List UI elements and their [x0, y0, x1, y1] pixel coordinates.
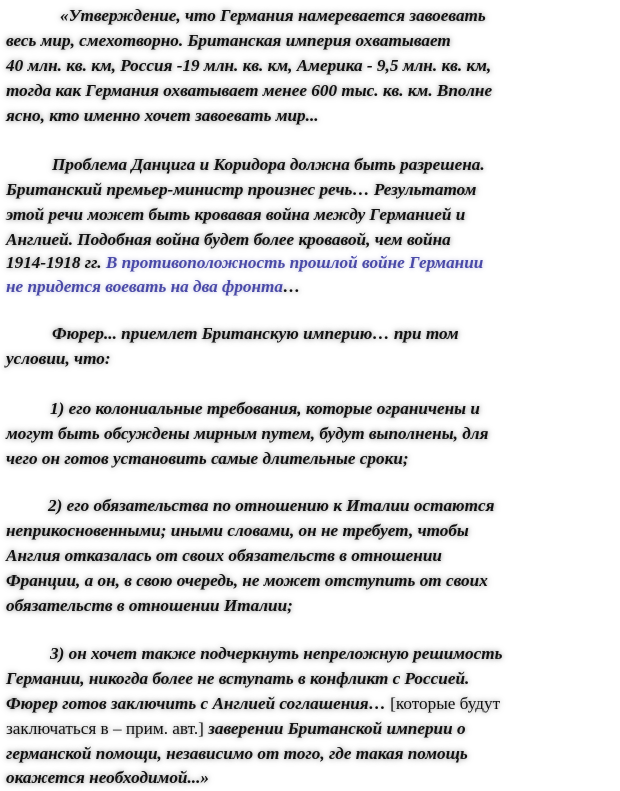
author-note: [которые будут — [390, 694, 501, 713]
text-line: 40 млн. кв. км, Россия -19 млн. кв. км, Америка - 9,5 млн. кв. км, — [6, 56, 492, 75]
highlighted-text: В противоположность прошлой войне Германии — [105, 253, 484, 272]
author-note: заключаться в – прим. авт.] — [6, 719, 209, 738]
text-line: 1) его колониальные требования, которые ограничены и — [50, 399, 480, 418]
text-line: весь мир, смехотворно. Британская империя охватывает — [6, 31, 451, 50]
text-line: условии, что: — [6, 349, 111, 368]
text-segment: заверении Британской империи о — [208, 719, 466, 738]
highlighted-text: не придется воевать на два фронта — [6, 277, 284, 296]
text-line: чего он готов установить самые длительные сроки; — [6, 449, 409, 468]
text-line: Проблема Данцига и Коридора должна быть разрешена. — [52, 155, 485, 174]
text-line-mixed — [6, 717, 466, 742]
text-line: «Утверждение, что Германия намеревается завоевать — [60, 6, 486, 25]
text-line: 2) его обязательства по отношению к Италии остаются — [48, 496, 495, 515]
text-line: окажется необходимой...» — [6, 768, 209, 787]
text-line: Англия отказалась от своих обязательств в отношении — [6, 546, 442, 565]
text-line: неприкосновенными; иными словами, он не требует, чтобы — [6, 521, 469, 540]
text-line: тогда как Германия охватывает менее 600 тыс. кв. км. Вполне — [6, 81, 493, 100]
text-segment: … — [283, 277, 301, 296]
text-line: Англией. Подобная война будет более кровавой, чем война — [6, 230, 451, 249]
text-line: Британский премьер-министр произнес речь… Результатом — [6, 180, 477, 199]
text-line: Фюрер... приемлет Британскую империю… при том — [52, 324, 459, 343]
text-line-mixed — [6, 251, 483, 276]
text-line: германской помощи, независимо от того, где такая помощь — [6, 744, 468, 763]
text-line: обязательств в отношении Италии; — [6, 596, 293, 615]
text-line: ясно, кто именно хочет завоевать мир... — [6, 106, 319, 125]
text-segment: Фюрер готов заключить с Англией соглашения… — [6, 694, 391, 713]
text-line-mixed — [6, 692, 500, 717]
text-line: этой речи может быть кровавая война между Германией и — [6, 205, 466, 224]
text-line: Франции, а он, в свою очередь, не может отступить от своих — [6, 571, 488, 590]
text-segment: 1914-1918 гг. — [6, 253, 106, 272]
text-line: Германии, никогда более не вступать в конфликт с Россией. — [6, 669, 470, 688]
text-line: могут быть обсуждены мирным путем, будут выполнены, для — [6, 424, 489, 443]
text-line: 3) он хочет также подчеркнуть непреложную решимость — [50, 644, 503, 663]
text-line-mixed — [6, 275, 300, 300]
